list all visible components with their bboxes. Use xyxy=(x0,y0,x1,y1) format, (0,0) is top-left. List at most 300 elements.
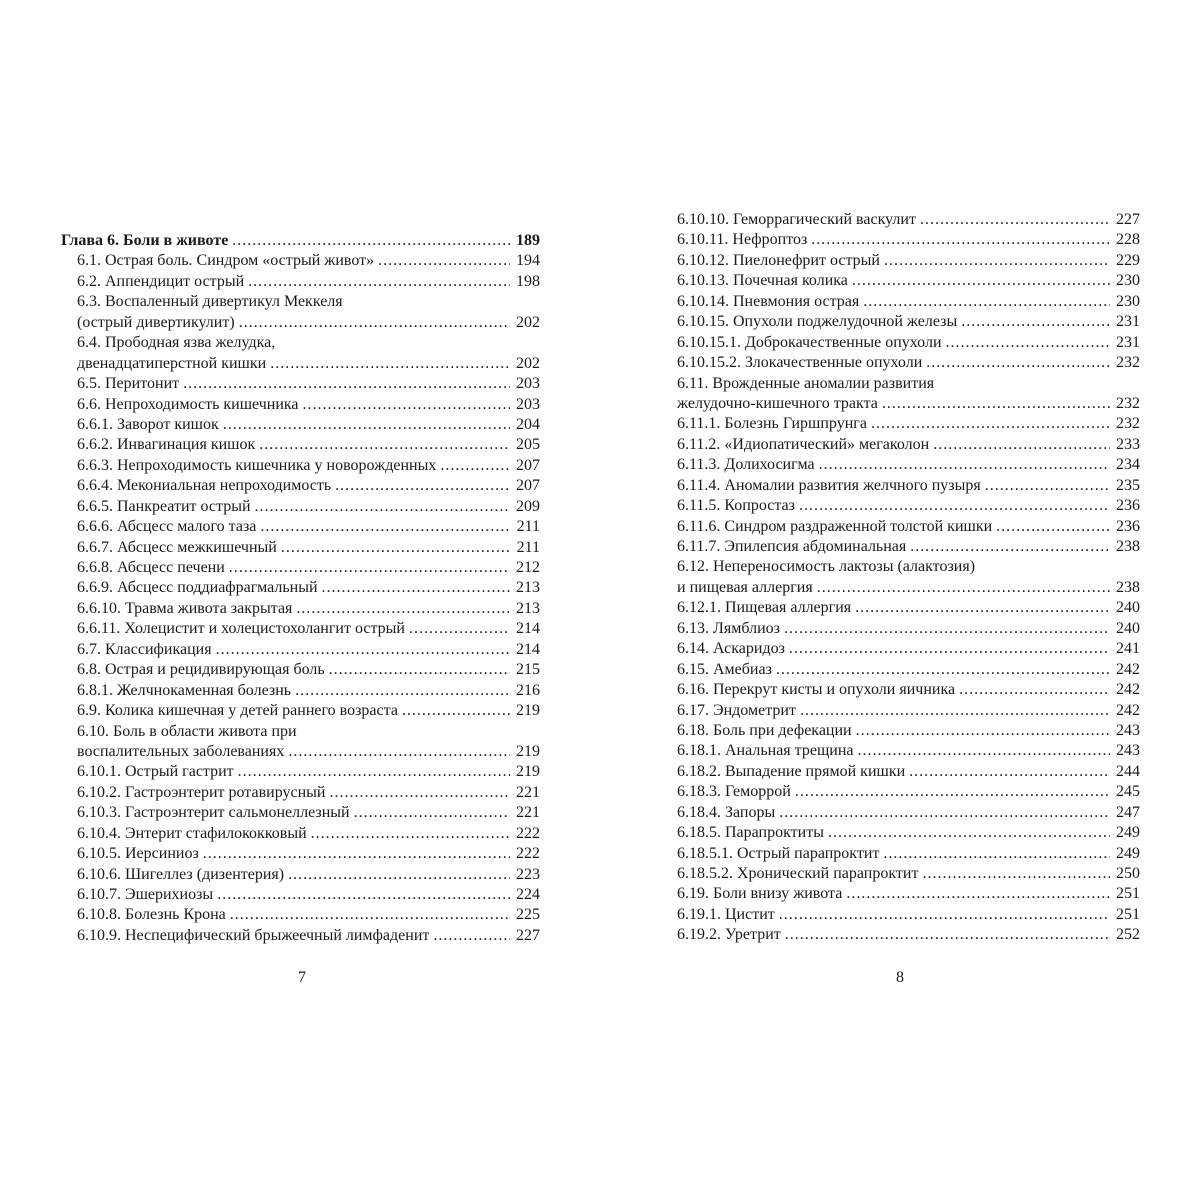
toc-entry-row xyxy=(77,415,540,435)
toc-entry-page-number: 250 xyxy=(1116,865,1140,882)
dot-leader xyxy=(789,639,1110,659)
toc-entry-row xyxy=(77,803,540,823)
toc-entry-title: 6.5. Перитонит xyxy=(77,375,180,393)
toc-entry-row xyxy=(77,456,540,476)
dot-leader xyxy=(817,578,1110,598)
toc-entry xyxy=(677,660,1140,680)
toc-entry-title: 6.18.4. Запоры xyxy=(677,803,776,821)
toc-entry-title: 6.11.2. «Идиопатический» мегаколон xyxy=(677,435,930,453)
dot-leader xyxy=(378,251,510,271)
dot-leader xyxy=(402,701,510,721)
toc-entry xyxy=(677,414,1140,434)
toc-entry xyxy=(77,313,540,333)
toc-entry xyxy=(77,354,540,374)
dot-leader xyxy=(409,619,510,639)
toc-entry-title: 6.6.7. Абсцесс межкишечный xyxy=(77,538,277,556)
toc-entry-page-number: 224 xyxy=(516,886,540,903)
toc-entry-row xyxy=(677,680,1140,700)
toc-entry-title: 6.19. Боли внизу живота xyxy=(677,885,843,903)
toc-entry xyxy=(677,844,1140,864)
toc-entry-page-number: 222 xyxy=(516,845,540,863)
toc-entry-title: 6.8.1. Желчнокаменная болезнь xyxy=(77,681,292,699)
toc-entry-title: 6.6.3. Непроходимость кишечника у новорожденных xyxy=(77,456,437,474)
dot-leader xyxy=(322,578,510,598)
toc-entry-page-number: 232 xyxy=(1116,354,1140,372)
toc-entry xyxy=(677,864,1140,884)
dot-leader xyxy=(828,823,1110,843)
toc-entry-page-number: 241 xyxy=(1116,640,1140,658)
dot-leader xyxy=(217,885,510,905)
dot-leader xyxy=(230,905,510,925)
toc-entry-page-number: 240 xyxy=(1116,619,1140,637)
dot-leader xyxy=(863,292,1110,312)
toc-entry xyxy=(677,741,1140,761)
toc-entry xyxy=(77,783,540,803)
toc-entry-row xyxy=(677,292,1140,312)
toc-entry-row xyxy=(77,476,540,496)
toc-entry xyxy=(677,435,1140,455)
toc-entry-row xyxy=(61,231,540,251)
toc-entry-row xyxy=(677,435,1140,455)
toc-entry-page-number: 231 xyxy=(1116,333,1140,351)
toc-entry-row xyxy=(677,660,1140,680)
toc-entry xyxy=(77,395,540,415)
toc-entry-row xyxy=(77,824,540,844)
toc-entry-page-number: 242 xyxy=(1116,660,1140,678)
toc-entry-title: 6.11.7. Эпилепсия абдоминальная xyxy=(677,538,907,555)
toc-entry-page-number: 234 xyxy=(1116,456,1140,474)
dot-leader xyxy=(871,414,1110,434)
dot-leader xyxy=(295,681,510,701)
toc-entry-title: 6.6.9. Абсцесс поддиафрагмальный xyxy=(77,579,318,597)
toc-entry-page-number: 229 xyxy=(1116,251,1140,269)
toc-entry xyxy=(677,374,1140,394)
toc-entry-page-number: 213 xyxy=(516,579,540,597)
toc-entry xyxy=(677,517,1140,537)
toc-entry-title: 6.10.9. Неспецифический брыжеечный лимфаденит xyxy=(77,926,430,944)
toc-entry xyxy=(677,230,1140,250)
toc-entry-page-number: 216 xyxy=(516,681,540,699)
toc-list-right xyxy=(600,210,1200,946)
toc-entry-row xyxy=(77,251,540,271)
toc-entry-row xyxy=(677,598,1140,618)
toc-entry xyxy=(677,251,1140,271)
toc-entry-page-number: 249 xyxy=(1116,844,1140,862)
toc-entry xyxy=(677,803,1140,823)
toc-entry-row xyxy=(677,905,1140,925)
toc-entry-title: 6.14. Аскаридоз xyxy=(677,640,785,658)
dot-leader xyxy=(216,640,510,660)
toc-entry xyxy=(77,251,540,271)
toc-entry-row xyxy=(77,722,540,742)
toc-entry-title: 6.6.6. Абсцесс малого таза xyxy=(77,518,257,536)
toc-entry xyxy=(77,681,540,701)
toc-entry-page-number: 242 xyxy=(1116,681,1140,699)
toc-entry-page-number: 214 xyxy=(516,640,540,658)
toc-entry-row xyxy=(77,435,540,455)
toc-entry-page-number: 231 xyxy=(1116,313,1140,331)
toc-entry xyxy=(677,312,1140,332)
dot-leader xyxy=(329,783,510,803)
toc-entry-title: 6.6.1. Заворот кишок xyxy=(77,415,219,433)
toc-entry-row xyxy=(77,517,540,537)
toc-entry-row xyxy=(77,599,540,619)
toc-entry-page-number: 219 xyxy=(516,763,540,781)
toc-entry-title: 6.10.1. Острый гастрит xyxy=(77,763,234,781)
toc-entry-page-number: 227 xyxy=(516,926,540,944)
toc-entry-title: 6.3. Воспаленный дивертикул Меккеля xyxy=(77,293,343,311)
toc-entry-page-number: 233 xyxy=(1116,435,1140,453)
toc-entry xyxy=(77,456,540,476)
dot-leader xyxy=(846,884,1110,904)
toc-entry-title: 6.6.8. Абсцесс печени xyxy=(77,559,225,576)
toc-entry-title: 6.10.4. Энтерит стафилококковый xyxy=(77,824,307,842)
dot-leader xyxy=(779,905,1110,925)
toc-entry-title: 6.10.11. Нефроптоз xyxy=(677,231,808,249)
toc-entry xyxy=(677,333,1140,353)
dot-leader xyxy=(858,741,1111,761)
toc-entry-title: и пищевая аллергия xyxy=(677,578,813,596)
toc-entry-title: 6.6.11. Холецистит и холецистохолангит острый xyxy=(77,620,405,638)
toc-entry-title: 6.11. Врожденные аномалии развития xyxy=(677,374,935,392)
toc-entry-row xyxy=(677,251,1140,271)
toc-entry-page-number: 219 xyxy=(516,702,540,720)
right-page xyxy=(600,0,1200,1200)
toc-entry-title: 6.7. Классификация xyxy=(77,640,212,658)
dot-leader xyxy=(800,701,1110,721)
toc-entry-row xyxy=(677,353,1140,373)
toc-entry-page-number: 245 xyxy=(1116,783,1140,801)
toc-entry-page-number: 203 xyxy=(516,395,540,413)
toc-chapter-entry xyxy=(61,231,540,251)
toc-entry xyxy=(77,558,540,578)
toc-entry-row xyxy=(77,354,540,374)
toc-entry-page-number: 204 xyxy=(516,415,540,433)
toc-entry-page-number: 243 xyxy=(1116,721,1140,739)
toc-entry-page-number: 202 xyxy=(516,354,540,372)
toc-entry-page-number: 230 xyxy=(1116,292,1140,310)
dot-leader xyxy=(776,660,1110,680)
toc-entry-title: 6.16. Перекрут кисты и опухоли яичника xyxy=(677,681,956,699)
toc-entry-title: 6.6.5. Панкреатит острый xyxy=(77,497,251,515)
dot-leader xyxy=(270,354,510,374)
toc-entry-page-number: 251 xyxy=(1116,905,1140,923)
toc-entry-row xyxy=(677,741,1140,761)
toc-entry-page-number: 247 xyxy=(1116,803,1140,821)
dot-leader xyxy=(811,230,1110,250)
toc-entry-title: 6.18.5.1. Острый парапроктит xyxy=(677,844,880,862)
toc-entry-page-number: 238 xyxy=(1116,538,1140,555)
toc-entry-row xyxy=(77,333,540,353)
dot-leader xyxy=(311,824,510,844)
toc-entry xyxy=(677,701,1140,721)
toc-entry-page-number: 252 xyxy=(1116,926,1140,944)
toc-entry-page-number: 244 xyxy=(1116,762,1140,780)
toc-entry-row xyxy=(77,578,540,598)
toc-entry xyxy=(77,599,540,619)
toc-entry xyxy=(77,926,540,946)
toc-entry-row xyxy=(677,496,1140,516)
toc-entry-page-number: 203 xyxy=(516,375,540,393)
dot-leader xyxy=(785,925,1110,945)
toc-entry-row xyxy=(77,701,540,721)
toc-entry-title: 6.6.2. Инвагинация кишок xyxy=(77,436,256,454)
toc-entry-page-number: 236 xyxy=(1116,517,1140,535)
toc-entry-page-number: 211 xyxy=(516,518,540,536)
toc-entry-page-number: 194 xyxy=(516,252,540,270)
toc-entry-page-number: 198 xyxy=(516,272,540,290)
toc-entry-row xyxy=(677,476,1140,496)
dot-leader xyxy=(959,680,1110,700)
toc-entry xyxy=(677,210,1140,230)
toc-entry-title: 6.1. Острая боль. Синдром «острый живот» xyxy=(77,252,375,270)
toc-entry-page-number: 221 xyxy=(516,783,540,801)
toc-entry-title: 6.10.13. Почечная колика xyxy=(677,272,848,290)
toc-entry-row xyxy=(77,272,540,292)
toc-entry-title: Глава 6. Боли в животе xyxy=(61,232,229,249)
toc-entry-page-number: 207 xyxy=(516,456,540,474)
toc-entry-row xyxy=(677,925,1140,945)
toc-entry-title: 6.18.3. Геморрой xyxy=(677,783,791,801)
dot-leader xyxy=(232,231,510,251)
toc-entry-row xyxy=(677,333,1140,353)
toc-entry-title: желудочно-кишечного тракта xyxy=(677,394,878,412)
dot-leader xyxy=(183,374,510,394)
toc-entry-title: 6.18. Боль при дефекации xyxy=(677,721,852,739)
toc-entry xyxy=(77,497,540,517)
toc-entry-title: 6.13. Лямблиоз xyxy=(677,619,780,637)
toc-entry-title: 6.18.5. Парапроктиты xyxy=(677,824,824,842)
dot-leader xyxy=(229,558,510,578)
toc-entry-row xyxy=(677,394,1140,414)
toc-entry-row xyxy=(77,742,540,762)
toc-entry xyxy=(677,782,1140,802)
toc-entry-title: 6.6.10. Травма живота закрытая xyxy=(77,599,293,617)
toc-entry-row xyxy=(77,885,540,905)
page-number: 8 xyxy=(896,969,904,986)
dot-leader xyxy=(288,865,510,885)
dot-leader xyxy=(819,455,1110,475)
toc-entry-row xyxy=(677,619,1140,639)
toc-entry-title: 6.11.6. Синдром раздраженной толстой кишки xyxy=(677,517,993,535)
toc-entry-title: 6.9. Колика кишечная у детей раннего возраста xyxy=(77,702,398,720)
toc-entry xyxy=(677,455,1140,475)
dot-leader xyxy=(883,844,1110,864)
toc-entry-title: 6.10.15.2. Злокачественные опухоли xyxy=(677,354,923,372)
toc-entry-page-number: 236 xyxy=(1116,497,1140,515)
dot-leader xyxy=(855,598,1110,618)
toc-entry xyxy=(77,722,540,742)
toc-entry-page-number: 222 xyxy=(516,824,540,842)
dot-leader xyxy=(239,313,510,333)
toc-entry-title: 6.18.5.2. Хронический парапроктит xyxy=(677,865,919,882)
toc-entry-title: 6.11.3. Долихосигма xyxy=(677,456,815,474)
toc-entry xyxy=(77,865,540,885)
toc-entry xyxy=(677,823,1140,843)
dot-leader xyxy=(933,435,1110,455)
toc-entry xyxy=(77,333,540,353)
toc-entry-title: 6.19.1. Цистит xyxy=(677,905,775,923)
toc-entry-row xyxy=(77,497,540,517)
toc-entry-title: 6.6. Непроходимость кишечника xyxy=(77,395,299,413)
toc-entry-row xyxy=(77,292,540,312)
toc-entry-row xyxy=(77,374,540,394)
toc-entry xyxy=(77,701,540,721)
dot-leader xyxy=(440,456,510,476)
toc-entry-page-number: 202 xyxy=(516,313,540,331)
toc-entry-row xyxy=(677,782,1140,802)
toc-entry xyxy=(77,619,540,639)
toc-entry-row xyxy=(677,230,1140,250)
toc-entry-title: 6.10.15.1. Доброкачественные опухоли xyxy=(677,333,942,351)
toc-entry-row xyxy=(77,395,540,415)
toc-entry-row xyxy=(77,681,540,701)
toc-entry-row xyxy=(677,884,1140,904)
dot-leader xyxy=(260,517,510,537)
dot-leader xyxy=(856,721,1110,741)
toc-entry-row xyxy=(77,905,540,925)
dot-leader xyxy=(795,782,1110,802)
dot-leader xyxy=(799,496,1110,516)
toc-entry-title: 6.11.5. Копростаз xyxy=(677,497,795,515)
toc-entry-title: 6.8. Острая и рецидивирующая боль xyxy=(77,661,325,679)
dot-leader xyxy=(354,803,510,823)
toc-entry-page-number: 214 xyxy=(516,620,540,638)
toc-entry xyxy=(677,639,1140,659)
dot-leader xyxy=(296,599,510,619)
toc-entry-row xyxy=(677,721,1140,741)
toc-entry-title: 6.10.5. Иерсиниоз xyxy=(77,845,199,863)
toc-entry-page-number: 232 xyxy=(1116,415,1140,433)
toc-entry-row xyxy=(77,926,540,946)
toc-entry xyxy=(77,374,540,394)
toc-entry xyxy=(77,885,540,905)
toc-entry xyxy=(77,292,540,312)
toc-entry-page-number: 212 xyxy=(516,559,540,576)
toc-entry-title: 6.15. Амебиаз xyxy=(677,660,772,678)
toc-entry-row xyxy=(77,660,540,680)
toc-entry-page-number: 219 xyxy=(516,742,540,760)
toc-entry-row xyxy=(677,414,1140,434)
toc-entry xyxy=(77,272,540,292)
toc-entry-title: 6.6.4. Мекониальная непроходимость xyxy=(77,477,332,495)
dot-leader xyxy=(281,538,510,558)
dot-leader xyxy=(909,762,1110,782)
toc-entry xyxy=(77,517,540,537)
toc-entry-title: 6.12. Непереносимость лактозы (алактозия) xyxy=(677,558,976,576)
toc-entry-row xyxy=(677,823,1140,843)
toc-entry xyxy=(677,496,1140,516)
toc-entry-row xyxy=(77,313,540,333)
toc-entry-title: 6.10.6. Шигеллез (дизентерия) xyxy=(77,865,285,883)
dot-leader xyxy=(882,394,1110,414)
toc-entry-title: воспалительных заболеваниях xyxy=(77,742,285,760)
toc-entry xyxy=(77,824,540,844)
toc-entry-page-number: 205 xyxy=(516,436,540,454)
toc-entry-row xyxy=(677,701,1140,721)
dot-leader xyxy=(996,517,1110,537)
toc-entry xyxy=(677,905,1140,925)
toc-entry xyxy=(677,925,1140,945)
toc-entry-title: 6.10.14. Пневмония острая xyxy=(677,292,860,310)
toc-entry xyxy=(77,762,540,782)
toc-entry-title: 6.4. Прободная язва желудка, xyxy=(77,334,276,352)
toc-list-left xyxy=(0,231,600,946)
dot-leader xyxy=(852,271,1110,291)
toc-entry xyxy=(677,353,1140,373)
toc-entry-page-number: 225 xyxy=(516,906,540,924)
toc-entry-title: 6.2. Аппендицит острый xyxy=(77,272,245,290)
dot-leader xyxy=(433,926,510,946)
toc-entry xyxy=(77,476,540,496)
toc-entry-title: 6.11.1. Болезнь Гиршпрунга xyxy=(677,415,867,433)
dot-leader xyxy=(910,537,1110,557)
toc-entry-page-number: 228 xyxy=(1116,231,1140,249)
toc-entry xyxy=(677,721,1140,741)
dot-leader xyxy=(238,762,510,782)
dot-leader xyxy=(985,476,1110,496)
toc-entry-page-number: 189 xyxy=(516,232,540,249)
dot-leader xyxy=(922,864,1110,884)
toc-entry-row xyxy=(77,558,540,578)
dot-leader xyxy=(203,844,510,864)
dot-leader xyxy=(335,476,510,496)
dot-leader xyxy=(961,312,1110,332)
toc-entry-title: 6.10.12. Пиелонефрит острый xyxy=(677,251,880,269)
page-number: 7 xyxy=(298,969,306,986)
toc-entry-row xyxy=(677,639,1140,659)
toc-entry-row xyxy=(77,640,540,660)
toc-entry xyxy=(77,803,540,823)
toc-entry-title: 6.19.2. Уретрит xyxy=(677,926,781,944)
toc-entry xyxy=(77,660,540,680)
toc-entry-title: 6.17. Эндометрит xyxy=(677,701,796,719)
toc-entry-page-number: 243 xyxy=(1116,742,1140,760)
toc-entry-row xyxy=(77,844,540,864)
toc-entry-row xyxy=(677,578,1140,598)
dot-leader xyxy=(920,210,1110,230)
toc-entry-page-number: 235 xyxy=(1116,476,1140,494)
toc-entry-row xyxy=(677,864,1140,884)
toc-entry xyxy=(77,844,540,864)
toc-entry-row xyxy=(677,455,1140,475)
toc-entry-title: 6.18.2. Выпадение прямой кишки xyxy=(677,762,906,780)
dot-leader xyxy=(926,353,1110,373)
toc-entry-page-number: 242 xyxy=(1116,701,1140,719)
toc-entry-row xyxy=(677,374,1140,394)
toc-entry-row xyxy=(677,517,1140,537)
toc-entry xyxy=(77,538,540,558)
toc-entry-title: 6.10.10. Геморрагический васкулит xyxy=(677,211,916,228)
toc-entry-title: 6.10.8. Болезнь Крона xyxy=(77,906,226,924)
toc-entry-page-number: 232 xyxy=(1116,394,1140,412)
toc-entry xyxy=(77,905,540,925)
toc-entry xyxy=(677,537,1140,557)
toc-entry-title: 6.10. Боль в области живота при xyxy=(77,722,297,740)
toc-entry-title: 6.18.1. Анальная трещина xyxy=(677,742,854,760)
toc-entry-title: 6.10.2. Гастроэнтерит ротавирусный xyxy=(77,783,326,801)
toc-entry-row xyxy=(77,762,540,782)
dot-leader xyxy=(288,742,510,762)
toc-entry xyxy=(77,640,540,660)
dot-leader xyxy=(259,435,510,455)
toc-entry xyxy=(77,415,540,435)
toc-entry-title: (острый дивертикулит) xyxy=(77,313,235,331)
dot-leader xyxy=(329,660,510,680)
dot-leader xyxy=(248,272,510,292)
toc-entry xyxy=(77,435,540,455)
toc-entry xyxy=(677,476,1140,496)
